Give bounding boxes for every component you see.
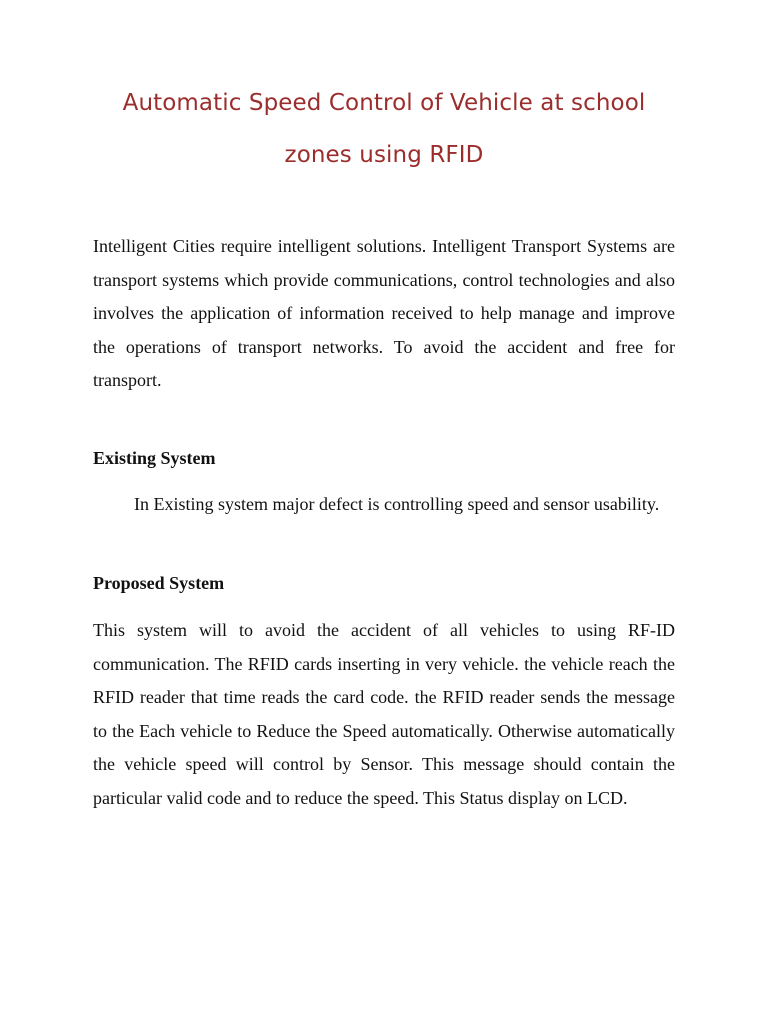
existing-system-paragraph: In Existing system major defect is controlling speed and sensor usability. xyxy=(134,494,660,514)
existing-system-heading: Existing System xyxy=(93,448,216,468)
document-title-line-1: Automatic Speed Control of Vehicle at school xyxy=(122,90,646,116)
intro-paragraph: Intelligent Cities require intelligent solutions. Intelligent Transport Systems are transport systems which provide communications, control technologies and also involves the application of information received to help manage and improve the operations of transport networks. To avoid the accident and free for transport. xyxy=(93,236,675,390)
proposed-system-paragraph: This system will to avoid the accident of all vehicles to using RF-ID communication. The RFID cards inserting in very vehicle. the vehicle reach the RFID reader that time reads the card code. the RFID reader sends the message to the Each vehicle to Reduce the Speed automatically. Otherwise automatically the vehicle speed will control by Sensor. This message should contain the particular valid code and to reduce the speed. This Status display on LCD. xyxy=(93,620,675,808)
proposed-system-heading: Proposed System xyxy=(93,573,225,593)
document-title-line-2: zones using RFID xyxy=(284,142,484,168)
